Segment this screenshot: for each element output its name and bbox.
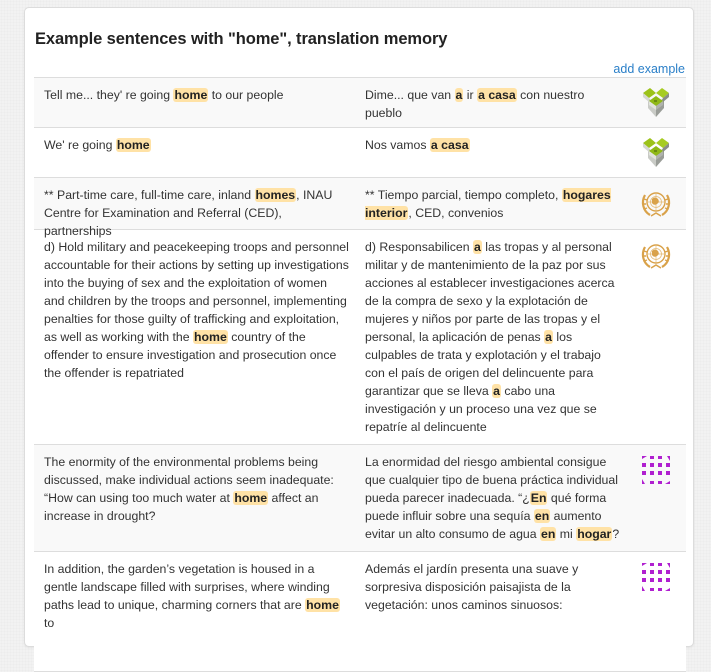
sentence-text: qué forma puede influir sobre una sequía <box>365 491 607 523</box>
highlighted-term: a <box>493 384 500 398</box>
sentence-text: d) Responsabilicen <box>365 240 474 254</box>
table-row <box>34 128 686 178</box>
source-sentence <box>34 445 359 551</box>
highlighted-term: home <box>234 491 268 505</box>
sentence-text: ir <box>463 88 478 102</box>
sentence-text: to our people <box>208 88 284 102</box>
sentence-text: cabo una investigación y un proceso una vez que se repatríe al delincuente <box>365 384 597 434</box>
highlighted-term: en <box>534 509 550 523</box>
target-sentence <box>359 178 631 229</box>
united-nations-emblem-icon <box>639 186 673 220</box>
sentence-text: We' re going <box>44 138 116 152</box>
table-row <box>34 230 686 445</box>
target-sentence <box>359 230 631 444</box>
source-icon-cell[interactable] <box>631 178 686 229</box>
highlighted-term: En <box>530 491 547 505</box>
highlighted-term: home <box>174 88 208 102</box>
sentence-text: los culpables de trata y explotación y el trabajo con el país de origen del delincuente para garantizar que se lleva <box>365 330 601 398</box>
sentence-text: Tell me... they' re going <box>44 88 174 102</box>
sentence-text: affect an increase in drought? <box>44 491 319 523</box>
source-sentence <box>34 78 359 127</box>
source-sentence <box>34 128 359 177</box>
opensubtitles-cubes-icon <box>639 136 673 170</box>
sentence-text: Nos vamos <box>365 138 430 152</box>
highlighted-term: a <box>474 240 481 254</box>
sentence-text: , INAU Centre for Examination and Referral (CED), partnerships <box>44 188 333 238</box>
sentence-text: In addition, the garden’s vegetation is housed in a gentle landscape filled with surprises, where winding paths lead to unique, charming corners that are <box>44 562 330 612</box>
source-icon-cell[interactable] <box>631 128 686 177</box>
highlighted-term: en <box>541 527 556 541</box>
sentence-text: The enormity of the environmental problems being discussed, make individual actions seem inadequate: “How can using too much water at <box>44 455 334 505</box>
opensubtitles-cubes-icon <box>639 86 673 120</box>
section-title: Example sentences with "home", translation memory <box>35 30 448 48</box>
highlighted-term: home <box>306 598 339 612</box>
sentence-text: las tropas y al personal militar y de mantenimiento de la paz por sus acciones al establecer investigaciones acerca de la compra de sexo y la explotación de mujeres y niños por parte de las tropas y el personal, la aplicación de penas <box>365 240 615 344</box>
sentence-text: to <box>44 616 55 630</box>
highlighted-term: homes <box>255 188 296 202</box>
target-sentence <box>359 128 631 177</box>
source-icon-cell[interactable] <box>631 445 686 551</box>
table-row <box>34 178 686 238</box>
example-sentences-table <box>34 77 686 672</box>
table-row <box>34 445 686 552</box>
add-example-link[interactable]: add example <box>613 62 685 76</box>
sentence-text: con nuestro pueblo <box>365 88 585 120</box>
highlighted-term: a <box>455 88 463 102</box>
translation-memory-card <box>24 7 694 647</box>
source-icon-cell[interactable] <box>631 230 686 444</box>
target-sentence <box>359 552 631 671</box>
sentence-text: Dime... que van <box>365 88 455 102</box>
table-row <box>34 78 686 128</box>
sentence-text: ? <box>612 527 620 541</box>
sentence-text: , CED, convenios <box>408 206 504 220</box>
highlighted-term: hogar <box>577 527 612 541</box>
source-icon-cell[interactable] <box>631 78 686 127</box>
purple-dots-grid-icon <box>639 453 673 487</box>
target-sentence <box>359 445 631 551</box>
highlighted-term: home <box>194 330 227 344</box>
source-icon-cell[interactable] <box>631 552 686 671</box>
sentence-text: ** Tiempo parcial, tiempo completo, <box>365 188 562 202</box>
purple-dots-grid-icon <box>639 560 673 594</box>
source-sentence <box>34 552 359 671</box>
highlighted-term: hogares interior <box>365 188 611 220</box>
source-sentence <box>34 230 359 444</box>
sentence-text: ** Part-time care, full-time care, inland <box>44 188 255 202</box>
sentence-text: mi <box>556 527 577 541</box>
sentence-text: d) Hold military and peacekeeping troops and personnel accountable for their actions by setting up investigations into the buying of sex and the exploitation of women and children by the troops and personnel, implementing penalties for those guilty of trafficking and exploitation, as well as working with the <box>44 240 349 344</box>
sentence-text: aumento evitar un alto consumo de agua <box>365 509 602 541</box>
united-nations-emblem-icon <box>639 238 673 272</box>
table-row <box>34 552 686 672</box>
sentence-text: country of the offender to ensure investigation and prosecution once the offender is repatriated <box>44 330 337 380</box>
highlighted-term: a casa <box>478 88 516 102</box>
sentence-text: La enormidad del riesgo ambiental consigue que cualquier tipo de buena práctica individual pueda parecer inadecuada. “¿ <box>365 455 618 505</box>
source-sentence <box>34 178 359 238</box>
highlighted-term: home <box>116 138 150 152</box>
highlighted-term: a casa <box>430 138 469 152</box>
highlighted-term: a <box>545 330 552 344</box>
sentence-text: Además el jardín presenta una suave y sorpresiva disposición paisajista de la vegetación: unos caminos sinuosos: <box>365 562 579 612</box>
target-sentence <box>359 78 631 127</box>
